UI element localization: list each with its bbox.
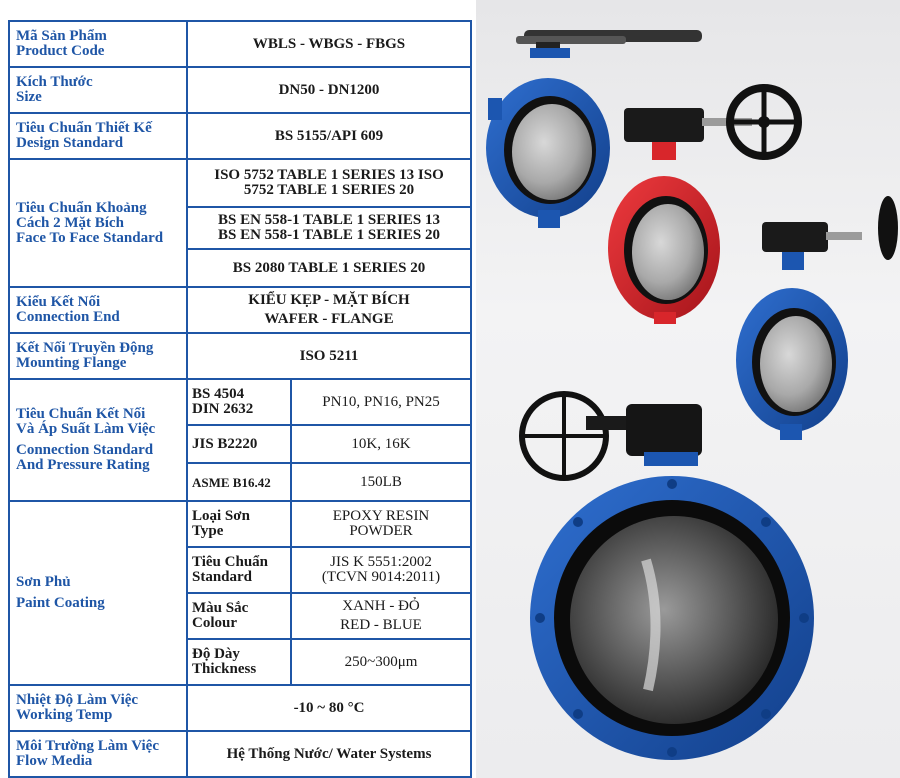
label-pressure-rating: Tiêu Chuẩn Kết Nối Và Áp Suất Làm Việc Connection Standard And Pressure Rating	[9, 379, 187, 501]
value-working-temp: -10 ~ 80 °C	[187, 685, 471, 731]
value-size: DN50 - DN1200	[187, 67, 471, 113]
row-connection-end	[9, 287, 471, 333]
gear-wafer-valve-red	[608, 88, 798, 324]
label-mounting-flange: Kết Nối Truyền Động Mounting Flange	[9, 333, 187, 379]
label-size: Kích Thước Size	[9, 67, 187, 113]
pressure-value-3: 150LB	[291, 463, 471, 501]
row-mounting-flange	[9, 333, 471, 379]
row-pressure-1	[9, 379, 471, 425]
product-photo	[476, 0, 900, 778]
paint-name-2: Tiêu Chuẩn Standard	[187, 547, 291, 593]
value-face-to-face-3: BS 2080 TABLE 1 SERIES 20	[187, 249, 471, 287]
row-product-code	[9, 21, 471, 67]
pressure-standard-3: ASME B16.42	[187, 463, 291, 501]
value-face-to-face-2: BS EN 558-1 TABLE 1 SERIES 13 BS EN 558-1 TABLE 1 SERIES 20	[187, 207, 471, 249]
value-face-to-face-1: ISO 5752 TABLE 1 SERIES 13 ISO 5752 TABLE 1 SERIES 20	[187, 159, 471, 207]
paint-value-3: XANH - ĐỎ RED - BLUE	[291, 593, 471, 639]
spec-table	[8, 20, 472, 778]
label-working-temp: Nhiệt Độ Làm Việc Working Temp	[9, 685, 187, 731]
row-paint-1	[9, 501, 471, 547]
label-design-standard: Tiêu Chuẩn Thiết Kế Design Standard	[9, 113, 187, 159]
valve-illustration	[476, 0, 900, 778]
row-design-standard	[9, 113, 471, 159]
value-product-code: WBLS - WBGS - FBGS	[187, 21, 471, 67]
row-flow-media	[9, 731, 471, 777]
value-flow-media: Hệ Thống Nước/ Water Systems	[187, 731, 471, 777]
value-design-standard: BS 5155/API 609	[187, 113, 471, 159]
pressure-standard-1: BS 4504 DIN 2632	[187, 379, 291, 425]
paint-value-1: EPOXY RESIN POWDER	[291, 501, 471, 547]
label-paint-coating: Sơn Phủ Paint Coating	[9, 501, 187, 685]
label-connection-end: Kiểu Kết Nối Connection End	[9, 287, 187, 333]
row-face-to-face-1	[9, 159, 471, 207]
label-face-to-face: Tiêu Chuẩn Khoảng Cách 2 Mặt Bích Face To Face Standard	[9, 159, 187, 287]
paint-value-4: 250~300μm	[291, 639, 471, 685]
row-working-temp	[9, 685, 471, 731]
paint-name-4: Độ Dày Thickness	[187, 639, 291, 685]
value-mounting-flange: ISO 5211	[187, 333, 471, 379]
label-flow-media: Môi Trường Làm Việc Flow Media	[9, 731, 187, 777]
pressure-value-1: PN10, PN16, PN25	[291, 379, 471, 425]
paint-value-2: JIS K 5551:2002 (TCVN 9014:2011)	[291, 547, 471, 593]
gear-flanged-valve-blue	[522, 394, 814, 760]
value-connection-end: KIỂU KẸP - MẶT BÍCH WAFER - FLANGE	[187, 287, 471, 333]
pressure-value-2: 10K, 16K	[291, 425, 471, 463]
paint-name-3: Màu Sắc Colour	[187, 593, 291, 639]
paint-name-1: Loại Sơn Type	[187, 501, 291, 547]
pressure-standard-2: JIS B2220	[187, 425, 291, 463]
row-size	[9, 67, 471, 113]
gear-wafer-valve-blue	[736, 196, 898, 440]
label-product-code: Mã Sản Phẩm Product Code	[9, 21, 187, 67]
